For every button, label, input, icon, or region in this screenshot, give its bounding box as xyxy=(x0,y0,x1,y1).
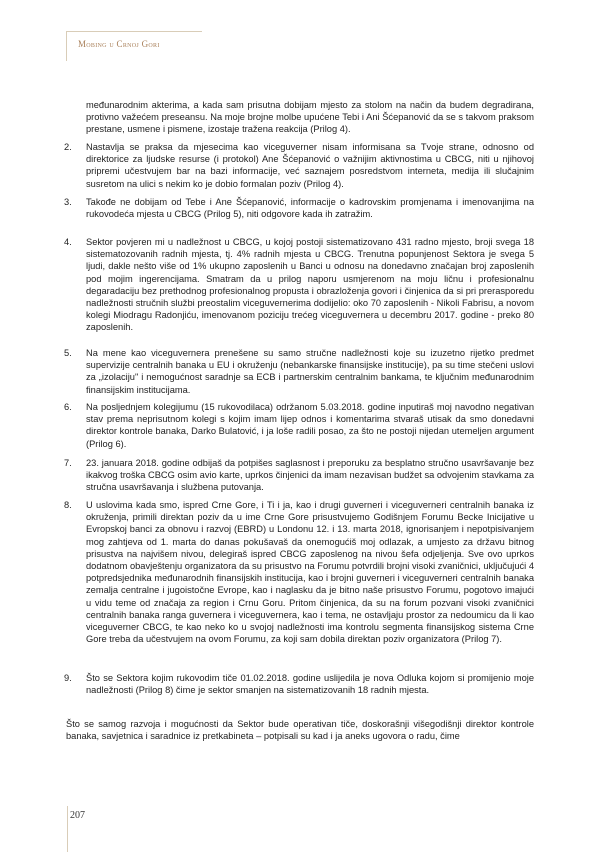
list-item xyxy=(64,347,534,396)
header-rule-vertical xyxy=(66,31,67,61)
item-number: 3. xyxy=(64,197,72,207)
list-item xyxy=(64,196,534,220)
running-title: Mobing u Crnoj Gori xyxy=(78,39,160,49)
item-text: Nastavlja se praksa da mjesecima kao viceguverner nisam informisana sa Tvoje strane, odnosno od direktorice za ljudske resurse (i protokol) Ane Šćepanović o važnijim aktivnostima u CBCG, niti u njihovoj pripremi učestvujem bar na bazi informacije, već saznajem posredstvom interneta, medija ili slučajnim susretom na ulici s nekim ko je dobio formalan poziv (Prilog 4). xyxy=(86,142,534,189)
list-item xyxy=(64,672,534,696)
closing-paragraph: Što se samog razvoja i mogućnosti da Sektor bude operativan tiče, doskorašnji višegodišnji direktor kontrole banaka, savjetnica i saradnice iz pretkabineta – potpisali su kad i ja aneks ugovora o radu, čime xyxy=(66,719,534,742)
item-text: Što se Sektora kojim rukovodim tiče 01.02.2018. godine uslijedila je nova Odluka kojom si promijenio moje nadležnosti (Prilog 8) čime je sektor smanjen na sistematizovanih 18 radnih mjesta. xyxy=(86,673,534,696)
item-text: Sektor povjeren mi u nadležnost u CBCG, u kojoj postoji sistematizovano 431 radno mjesto, broji svega 18 sistematozovanih radnih mjesta, tj. 4% radnih mjesta u CBCG. Trenutna popunjenost Sektora je svega 5 ljudi, dakle nešto više od 1% ukupno zaposlenih u Banci u odnosu na donedavno značajan broj zaposlenih pod mojim ingerencijama. Smatram da u prilog naporu usmjerenom na moju ličnu i profesionalnu degaradaciju bez prethodnog profesionalnog propusta i obrazloženja govori i činjenica da si pri prerasporedu nadležnosti stručnih službi preostalim viceguvernerima dodijelio: oko 70 zaposlenih - Nikoli Fabrisu, a novom kolegi Miodragu Radonjiću, imenovanom poziciju trećeg viceguvernera u decembru 2017. godine - preko 80 zaposlenih. xyxy=(86,237,534,333)
item-text: Na posljednjem kolegijumu (15 rukovodilaca) održanom 5.03.2018. godine inputiraš moj navodno negativan stav prema neprisutnom kolegi s kojim imam lijep odnos i komentarima stvaraš utisak da smo donedavni direktor kontrole banaka, Darko Bulatović, i ja loše radili posao, za što ne postoji nijedan utemeljen argument (Prilog 6). xyxy=(86,402,534,449)
item-number: 5. xyxy=(64,348,72,358)
item-text: 23. januara 2018. godine odbijaš da potpišes saglasnost i preporuku za besplatno stručno usavršavanje bez ikakvog troška CBCG osim avio karte, uprkos činjenici da imam nezavisan budžet sa odvojenim stavkama za stručna usavršavanja i službena putovanja. xyxy=(86,458,534,493)
list-item xyxy=(64,457,534,494)
item-number: 4. xyxy=(64,237,72,247)
page-number: 207 xyxy=(70,810,85,821)
header-rule xyxy=(66,31,202,32)
list-item xyxy=(64,236,534,334)
item-number: 6. xyxy=(64,402,72,412)
item-text: Na mene kao viceguvernera prenešene su samo stručne nadležnosti koje su izuzetno rijetko predmet supervizije centralnih banaka u EU i okruženju (nebankarske finansijske institucije), pa su time stečeni uslovi za „izolaciju" i nemogućnost saradnje sa ECB i partnerskim centralnim bankama, te ključnim međunarodnim finansijskim institucijama. xyxy=(86,348,534,395)
continuation-paragraph: međunarodnim akterima, a kada sam prisutna dobijam mjesto za stolom na način da budem degradirana, protivno važećem preseansu. Na moje brojne molbe upućene Tebi i Ani Šćepanović da se s takvom praksom prestane, usmene i pismene, izostaje tražena reakcija (Prilog 4). xyxy=(86,100,534,135)
item-number: 7. xyxy=(64,458,72,468)
footer-rule xyxy=(67,806,68,852)
list-item xyxy=(64,401,534,450)
item-number: 8. xyxy=(64,500,72,510)
item-text: U uslovima kada smo, ispred Crne Gore, i Ti i ja, kao i drugi guverneri i viceguverneri centralnih banaka iz okruženja, primili direktan poziv da u ime Crne Gore prisustvujemo Godišnjem Forumu Becke Inicijative u Evropskoj banci za obnovu i razvoj (EBRD) u Londonu 12. i 13. marta 2018, ignorisanjem i nepotpisivanjem mog zahtjeva od 1. marta do danas pokušavaš da onemogućiš moj odlazak, a umjesto za državu bitnog prisustva na najvišem nivou, delegiraš ispred CBCG zaposlenog na nivou šefa odjeljenja. Sve ovo uprkos dodatnom obavještenju organizatora da su prisustvo na Forumu potvrdili brojni visoki zvaničnici, uključujući 4 potpredsjednika međunarodnih finansijskih institucija, kao i brojni guverneri i viceguverneri centralnih banaka zemalja centralne i jugoistočne Evrope, kao i naglasku da je bitno naše prisustvo Forumu, pogotovo imajući u vidu teme od značaja za region i Crnu Goru. Pritom činjenica, da su na forum pozvani visoki zvaničnici centralnih banaka ranga guvernera i viceguvernera, kao i tema, ne ostavljaju prostor za nedoumicu da li kao viceguverner CBCG, te kao neko ko u svojoj nadležnosti ima kontrolu segmenta finansijskog sistema Crne Gore treba da učestvujem na ovom Forumu, za koji sam dobila direktan poziv organizatora (Prilog 7). xyxy=(86,500,534,645)
item-text: Takođe ne dobijam od Tebe i Ane Šćepanović, informacije o kadrovskim promjenama i imenovanjima na rukovodeća mjesta u CBCG (Prilog 5), niti odgovore kada ih zatražim. xyxy=(86,197,534,220)
item-number: 2. xyxy=(64,142,72,152)
item-number: 9. xyxy=(64,673,72,683)
list-item xyxy=(64,499,534,645)
list-item xyxy=(64,141,534,190)
